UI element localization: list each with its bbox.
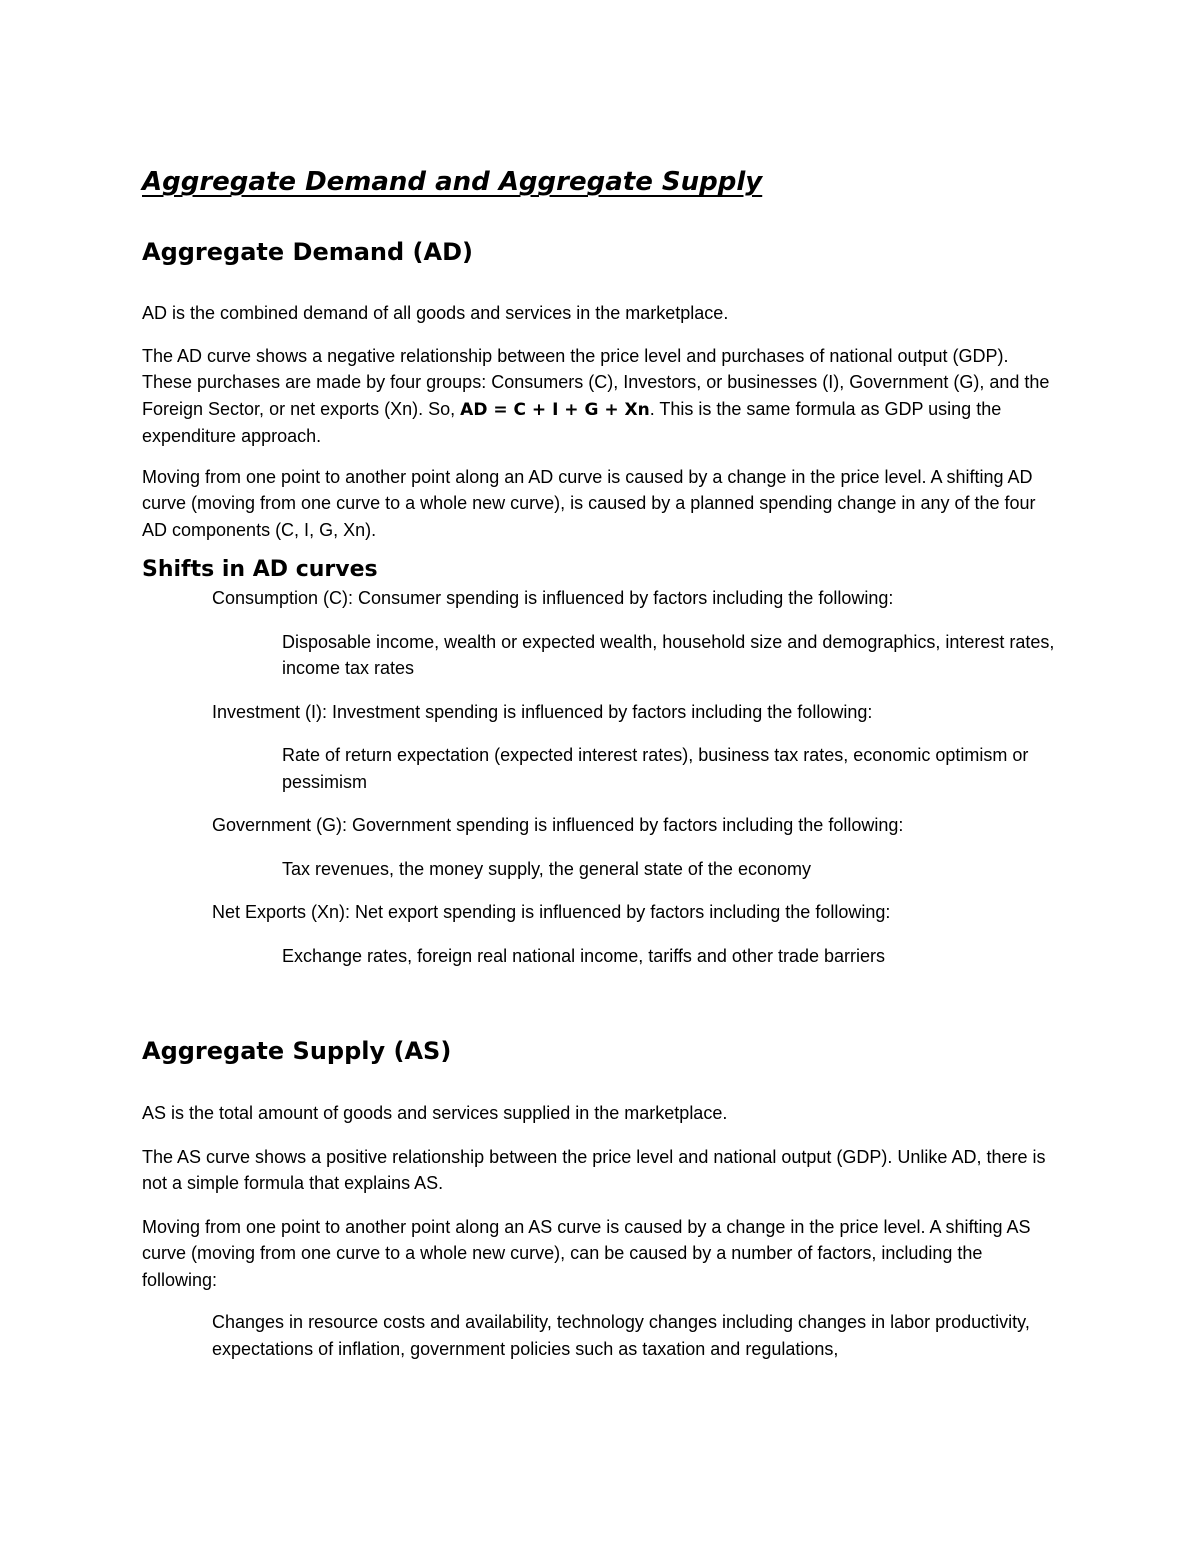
as-movement-paragraph: Moving from one point to another point along an AS curve is caused by a change in the price level. A shifting AS curve (moving from one curve to a whole new curve), can be caused by a number of factors, including the following:	[142, 1216, 1031, 1290]
ad-curve-paragraph	[142, 343, 1062, 450]
shifts-heading: Shifts in AD curves	[142, 557, 378, 582]
shift-investment-label: Investment (I): Investment spending is influenced by factors including the following:	[212, 701, 873, 722]
shift-government-factors: Tax revenues, the money supply, the general state of the economy	[282, 858, 811, 879]
as-definition: AS is the total amount of goods and services supplied in the marketplace.	[142, 1103, 728, 1123]
document-title: Aggregate Demand and Aggregate Supply	[142, 167, 763, 197]
ad-curve-text-before: The AD curve shows a negative relationship between the price level and purchases of national output (GDP). These purchases are made by four groups: Consumers (C), Investors, or businesses (I), Government (G), and the Foreign Sector, or net exports (Xn). So,	[142, 345, 1050, 419]
ad-heading: Aggregate Demand (AD)	[142, 238, 473, 266]
shift-government-label: Government (G): Government spending is influenced by factors including the following:	[212, 815, 904, 835]
shift-investment-factors: Rate of return expectation (expected interest rates), business tax rates, economic optimism or pessimism	[282, 745, 1029, 792]
as-factors: Changes in resource costs and availability, technology changes including changes in labor productivity, expectations of inflation, government policies such as taxation and regulations,	[212, 1312, 1030, 1359]
as-heading: Aggregate Supply (AS)	[142, 1037, 452, 1065]
shift-consumption-label: Consumption (C): Consumer spending is influenced by factors including the following:	[212, 588, 894, 608]
ad-movement-paragraph: Moving from one point to another point along an AD curve is caused by a change in the price level. A shifting AD curve (moving from one curve to a whole new curve), is caused by a planned spending change in any of the four AD components (C, I, G, Xn).	[142, 466, 1036, 540]
shift-consumption-factors: Disposable income, wealth or expected wealth, household size and demographics, interest rates, income tax rates	[282, 631, 1055, 678]
ad-curve-text-after: . This is the same formula as GDP using the expenditure approach.	[142, 398, 1002, 446]
document-page	[142, 160, 1062, 1362]
shift-net-exports-label: Net Exports (Xn): Net export spending is influenced by factors including the following:	[212, 902, 891, 922]
shift-net-exports-factors: Exchange rates, foreign real national income, tariffs and other trade barriers	[282, 945, 885, 966]
ad-definition: AD is the combined demand of all goods and services in the marketplace.	[142, 303, 729, 323]
ad-formula: AD = C + I + G + Xn	[460, 399, 650, 420]
as-curve-paragraph: The AS curve shows a positive relationship between the price level and national output (GDP). Unlike AD, there is not a simple formula that explains AS.	[142, 1146, 1046, 1193]
